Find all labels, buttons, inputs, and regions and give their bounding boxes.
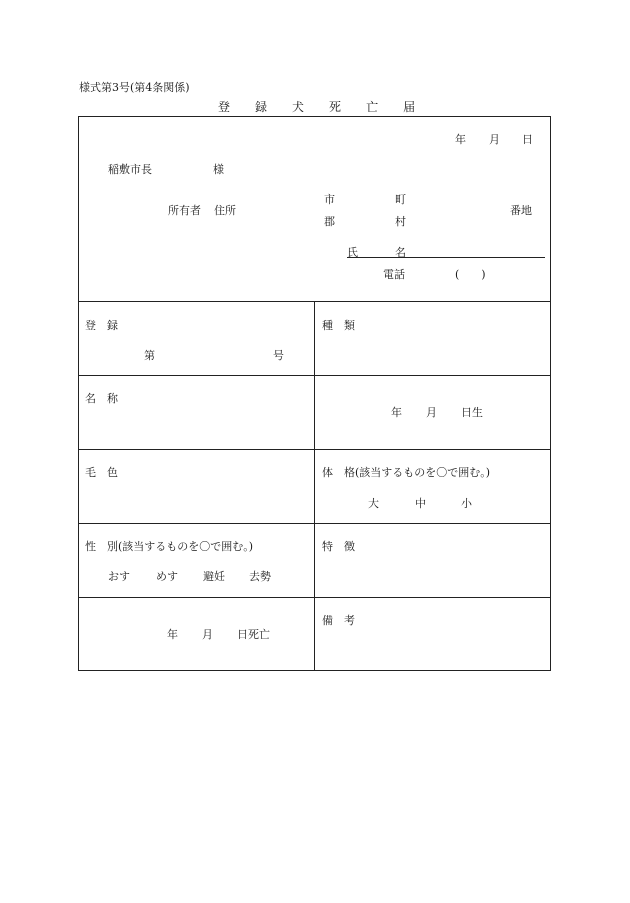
- birth-year-label: 年: [391, 406, 402, 419]
- remarks-label: 備 考: [322, 614, 355, 627]
- death-year-label: 年: [167, 628, 178, 641]
- name-underline: [347, 257, 545, 258]
- dog-name-label: 名 称: [85, 392, 118, 405]
- phone-parentheses: ( ): [455, 268, 486, 281]
- breed-label: 種 類: [322, 319, 355, 332]
- title-char-2: 録: [255, 100, 268, 114]
- title-char-3: 犬: [292, 100, 305, 114]
- date-month-label: 月: [489, 133, 500, 146]
- city-gun-label: 郡: [324, 215, 335, 228]
- sex-male-option: おす: [108, 570, 130, 583]
- sex-spayed-option: 避妊: [203, 570, 225, 583]
- sex-neutered-option: 去勢: [249, 570, 271, 583]
- title-char-5: 亡: [366, 100, 379, 114]
- form-title: [218, 101, 440, 113]
- registration-label: 登 録: [85, 319, 118, 332]
- date-day-label: 日: [522, 133, 533, 146]
- owner-label: 所有者: [168, 204, 201, 217]
- name-label-1: 氏: [347, 246, 358, 259]
- address-label: 住所: [214, 204, 236, 217]
- features-label: 特 徴: [322, 540, 355, 553]
- banchi-label: 番地: [510, 204, 532, 217]
- title-char-4: 死: [329, 100, 342, 114]
- sex-female-option: めす: [156, 570, 178, 583]
- city-shi-label: 市: [324, 193, 335, 206]
- honorific: 様: [213, 163, 224, 176]
- size-small-option: 小: [461, 497, 472, 510]
- birth-day-label: 日生: [461, 406, 483, 419]
- name-label-2: 名: [395, 246, 406, 259]
- title-char-6: 届: [403, 100, 416, 114]
- form-number: 様式第3号(第4条関係): [79, 81, 190, 94]
- divider-column: [314, 301, 315, 671]
- size-label: 体 格(該当するものを〇で囲む。): [322, 466, 491, 479]
- town-mura-label: 村: [395, 215, 406, 228]
- birth-month-label: 月: [426, 406, 437, 419]
- size-medium-option: 中: [415, 497, 426, 510]
- registration-go: 号: [273, 349, 284, 362]
- registration-dai: 第: [144, 349, 155, 362]
- size-large-option: 大: [368, 497, 379, 510]
- death-day-label: 日死亡: [237, 628, 270, 641]
- coat-color-label: 毛 色: [85, 466, 118, 479]
- town-machi-label: 町: [395, 193, 406, 206]
- date-year-label: 年: [455, 133, 466, 146]
- addressee: 稲敷市長: [108, 163, 152, 176]
- title-char-1: 登: [218, 100, 231, 114]
- death-month-label: 月: [202, 628, 213, 641]
- sex-label: 性 別(該当するものを〇で囲む。): [85, 540, 254, 553]
- phone-label: 電話: [383, 268, 405, 281]
